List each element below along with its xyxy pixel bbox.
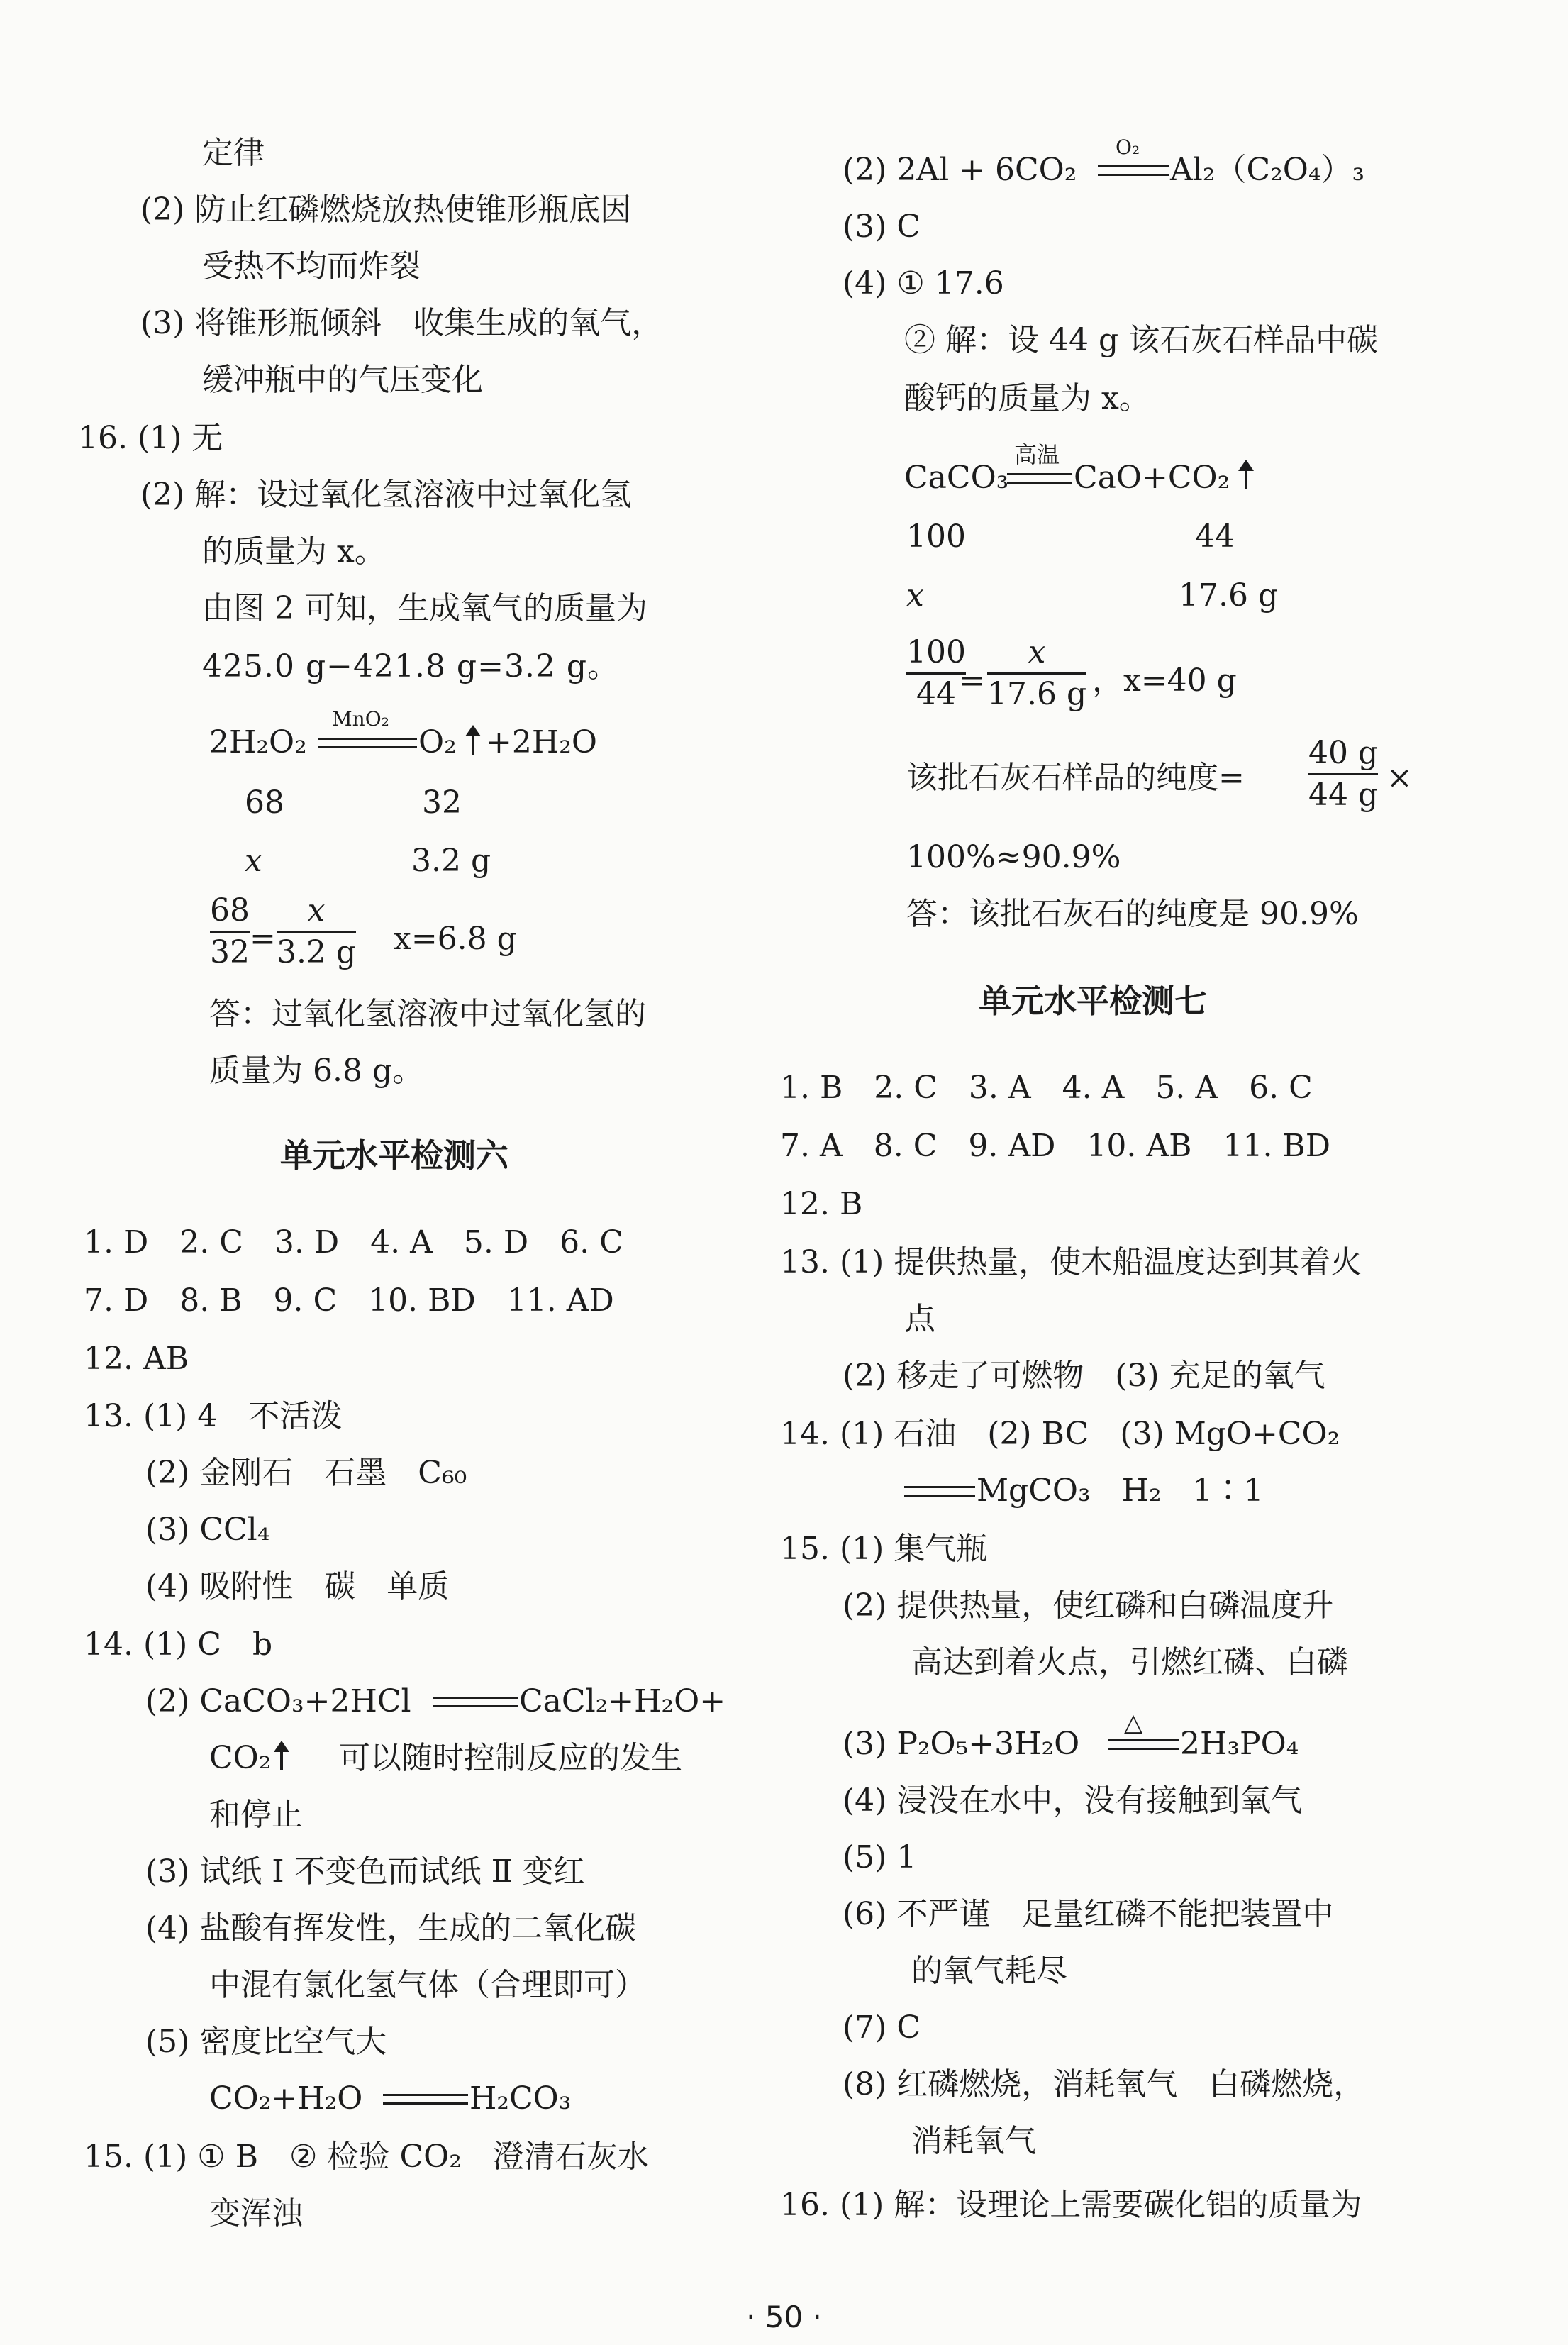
fraction <box>210 892 250 970</box>
text-line: 和停止 <box>209 1797 303 1833</box>
answer-line: 答：该批石灰石的纯度是 90.9% <box>906 896 1359 932</box>
text-line: (3) CCl₄ <box>145 1512 270 1548</box>
answer-row: 7. D 8. B 9. C 10. BD 11. AD <box>84 1282 614 1319</box>
text-line: 425.0 g−421.8 g=3.2 g。 <box>202 648 620 684</box>
equation-product: CO₂ <box>209 1740 272 1776</box>
text-line: (5) 1 <box>843 1839 917 1875</box>
equation-product: CaCl₂+H₂O+ <box>519 1683 726 1719</box>
answer-line: 答：过氧化氢溶液中过氧化氢的 <box>209 996 646 1032</box>
text-line: (3) 将锥形瓶倾斜 收集生成的氧气， <box>140 305 663 341</box>
text-line: ② 解：设 44 g 该石灰石样品中碳 <box>904 322 1379 358</box>
text-line: 消耗氧气 <box>911 2123 1036 2159</box>
answer-row: 12. B <box>780 1186 863 1222</box>
equation-reactant: (3) P₂O₅+3H₂O <box>843 1726 1080 1762</box>
equals-sign <box>904 1486 975 1497</box>
gas-arrow-icon <box>1245 465 1247 489</box>
equals-sign <box>318 738 417 748</box>
text-line: (4) 吸附性 碳 单质 <box>145 1568 450 1604</box>
text-line: 可以随时控制反应的发生 <box>339 1740 682 1776</box>
equation-reactant: CO₂+H₂O <box>209 2080 363 2117</box>
equals-text: = <box>250 921 276 957</box>
text-line: 14. (1) C b <box>84 1626 273 1663</box>
fraction-numerator: 40 g <box>1308 735 1379 771</box>
text-line: (3) C <box>843 209 921 245</box>
ratio-value: x <box>245 843 262 879</box>
equals-sign <box>383 2094 468 2105</box>
ratio-value: 32 <box>422 785 462 821</box>
text-line: (4) 盐酸有挥发性，生成的二氧化碳 <box>145 1910 637 1946</box>
equation-condition: O₂ <box>1116 135 1140 159</box>
text-line: (6) 不严谨 足量红磷不能把装置中 <box>843 1896 1334 1932</box>
gas-arrow-icon <box>280 1746 283 1770</box>
fraction-numerator: 100 <box>906 634 966 670</box>
fraction-numerator: x <box>307 892 326 928</box>
equals-sign <box>1007 473 1072 484</box>
text-line: (2) 防止红磷燃烧放热使锥形瓶底因 <box>140 192 632 228</box>
equation-product: H₂CO₃ <box>469 2080 572 2117</box>
equals-sign <box>1098 165 1169 176</box>
fraction-numerator: x <box>1028 634 1046 670</box>
text-line: 酸钙的质量为 x。 <box>904 380 1150 416</box>
ratio-value: 44 <box>1195 519 1235 555</box>
equation-product: Al₂（C₂O₄）₃ <box>1170 152 1365 188</box>
text-line: 中混有氯化氢气体（合理即可） <box>209 1967 646 2003</box>
ratio-value: 3.2 g <box>411 843 491 879</box>
text-line: (2) 解：设过氧化氢溶液中过氧化氢 <box>140 477 632 513</box>
text-line: 15. (1) ① B ② 检验 CO₂ 澄清石灰水 <box>84 2139 649 2175</box>
text-line: (8) 红磷燃烧，消耗氧气 白磷燃烧， <box>843 2066 1365 2102</box>
answer-line: 质量为 6.8 g。 <box>209 1053 424 1089</box>
text-line: (2) 移走了可燃物 (3) 充足的氧气 <box>843 1358 1325 1394</box>
text-line: 16. (1) 解：设理论上需要碳化铝的质量为 <box>780 2187 1362 2223</box>
equals-sign <box>1108 1739 1179 1750</box>
ratio-value: x <box>906 577 924 614</box>
text-line: 的质量为 x。 <box>202 533 386 570</box>
text-line: (4) 浸没在水中，没有接触到氧气 <box>843 1783 1303 1819</box>
text-line: 14. (1) 石油 (2) BC (3) MgO+CO₂ <box>780 1416 1340 1452</box>
text-line: 13. (1) 提供热量，使木船温度达到其着火 <box>780 1244 1362 1280</box>
result-text: ，x=40 g <box>1092 663 1237 699</box>
gas-arrow-icon <box>472 731 474 755</box>
text-line: (5) 密度比空气大 <box>145 2024 387 2060</box>
text-line: 100%≈90.9% <box>906 839 1121 875</box>
equals-text: = <box>959 663 985 699</box>
equation-reactant: 2H₂O₂ <box>209 724 307 760</box>
fraction <box>277 892 357 970</box>
equation-product: MgCO₃ H₂ 1∶1 <box>977 1473 1264 1509</box>
answer-row: 7. A 8. C 9. AD 10. AB 11. BD <box>780 1128 1331 1164</box>
fraction-denominator: 32 <box>210 934 250 970</box>
fraction-denominator: 3.2 g <box>277 934 357 970</box>
ratio-value: 100 <box>906 519 966 555</box>
section-heading: 单元水平检测七 <box>979 982 1207 1020</box>
text-line: 该批石灰石样品的纯度= <box>906 760 1245 796</box>
equation-product: O₂ <box>418 724 457 760</box>
ratio-value: 68 <box>245 785 284 821</box>
equation-condition: 高温 <box>1014 441 1060 468</box>
fraction-denominator: 44 g <box>1308 777 1379 813</box>
equation-reactant: (2) CaCO₃+2HCl <box>145 1683 411 1719</box>
fraction-denominator: 44 <box>916 676 956 712</box>
fraction <box>1308 735 1379 813</box>
fraction <box>906 634 966 712</box>
text-line: (4) ① 17.6 <box>843 265 1004 301</box>
fraction-numerator: 68 <box>210 892 250 928</box>
text-line: (7) C <box>843 2009 921 2046</box>
text-line: 缓冲瓶中的气压变化 <box>202 362 483 398</box>
fraction-bar <box>1308 773 1378 775</box>
equation-product: CaO+CO₂ <box>1074 460 1230 496</box>
fraction-bar <box>906 672 966 675</box>
result-text: x=6.8 g <box>394 921 517 957</box>
text-line: 15. (1) 集气瓶 <box>780 1531 988 1567</box>
equation-reactant: CaCO₃ <box>904 460 1009 496</box>
text-line: 变浑浊 <box>209 2195 303 2232</box>
section-heading: 单元水平检测六 <box>280 1136 508 1175</box>
text-line: 点 <box>904 1301 935 1337</box>
fraction-denominator: 17.6 g <box>987 676 1087 712</box>
fraction-bar <box>277 931 356 933</box>
text-line: (2) 金刚石 石墨 C₆₀ <box>145 1455 467 1491</box>
text-line: 受热不均而炸裂 <box>202 248 421 284</box>
text-line: (3) 试纸 Ⅰ 不变色而试纸 Ⅱ 变红 <box>145 1853 585 1890</box>
fraction-bar <box>987 672 1086 675</box>
text-line: 高达到着火点，引燃红磷、白磷 <box>911 1644 1348 1680</box>
fraction <box>987 634 1087 712</box>
fraction-bar <box>210 931 250 933</box>
text-line: (2) 提供热量，使红磷和白磷温度升 <box>843 1587 1334 1624</box>
text-line: 的氧气耗尽 <box>911 1953 1067 1989</box>
question-16-part1: 16. (1) 无 <box>78 420 223 456</box>
text-line: 由图 2 可知，生成氧气的质量为 <box>202 590 647 626</box>
answer-row: 1. D 2. C 3. D 4. A 5. D 6. C <box>84 1224 623 1260</box>
answer-row: 1. B 2. C 3. A 4. A 5. A 6. C <box>780 1070 1313 1106</box>
times-sign: × <box>1386 760 1413 796</box>
page-number: · 50 · <box>746 2300 822 2334</box>
equation-condition: MnO₂ <box>332 707 389 731</box>
ratio-value: 17.6 g <box>1179 577 1279 614</box>
equals-sign <box>433 1697 518 1707</box>
text-line: 13. (1) 4 不活泼 <box>84 1398 343 1434</box>
text-line: 定律 <box>202 135 265 171</box>
answer-row: 12. AB <box>84 1341 189 1377</box>
equation-product: 2H₃PO₄ <box>1180 1726 1299 1762</box>
heat-triangle-icon: △ <box>1124 1709 1143 1737</box>
equation-reactant: (2) 2Al + 6CO₂ <box>843 152 1077 188</box>
equation-product: +2H₂O <box>486 724 597 760</box>
